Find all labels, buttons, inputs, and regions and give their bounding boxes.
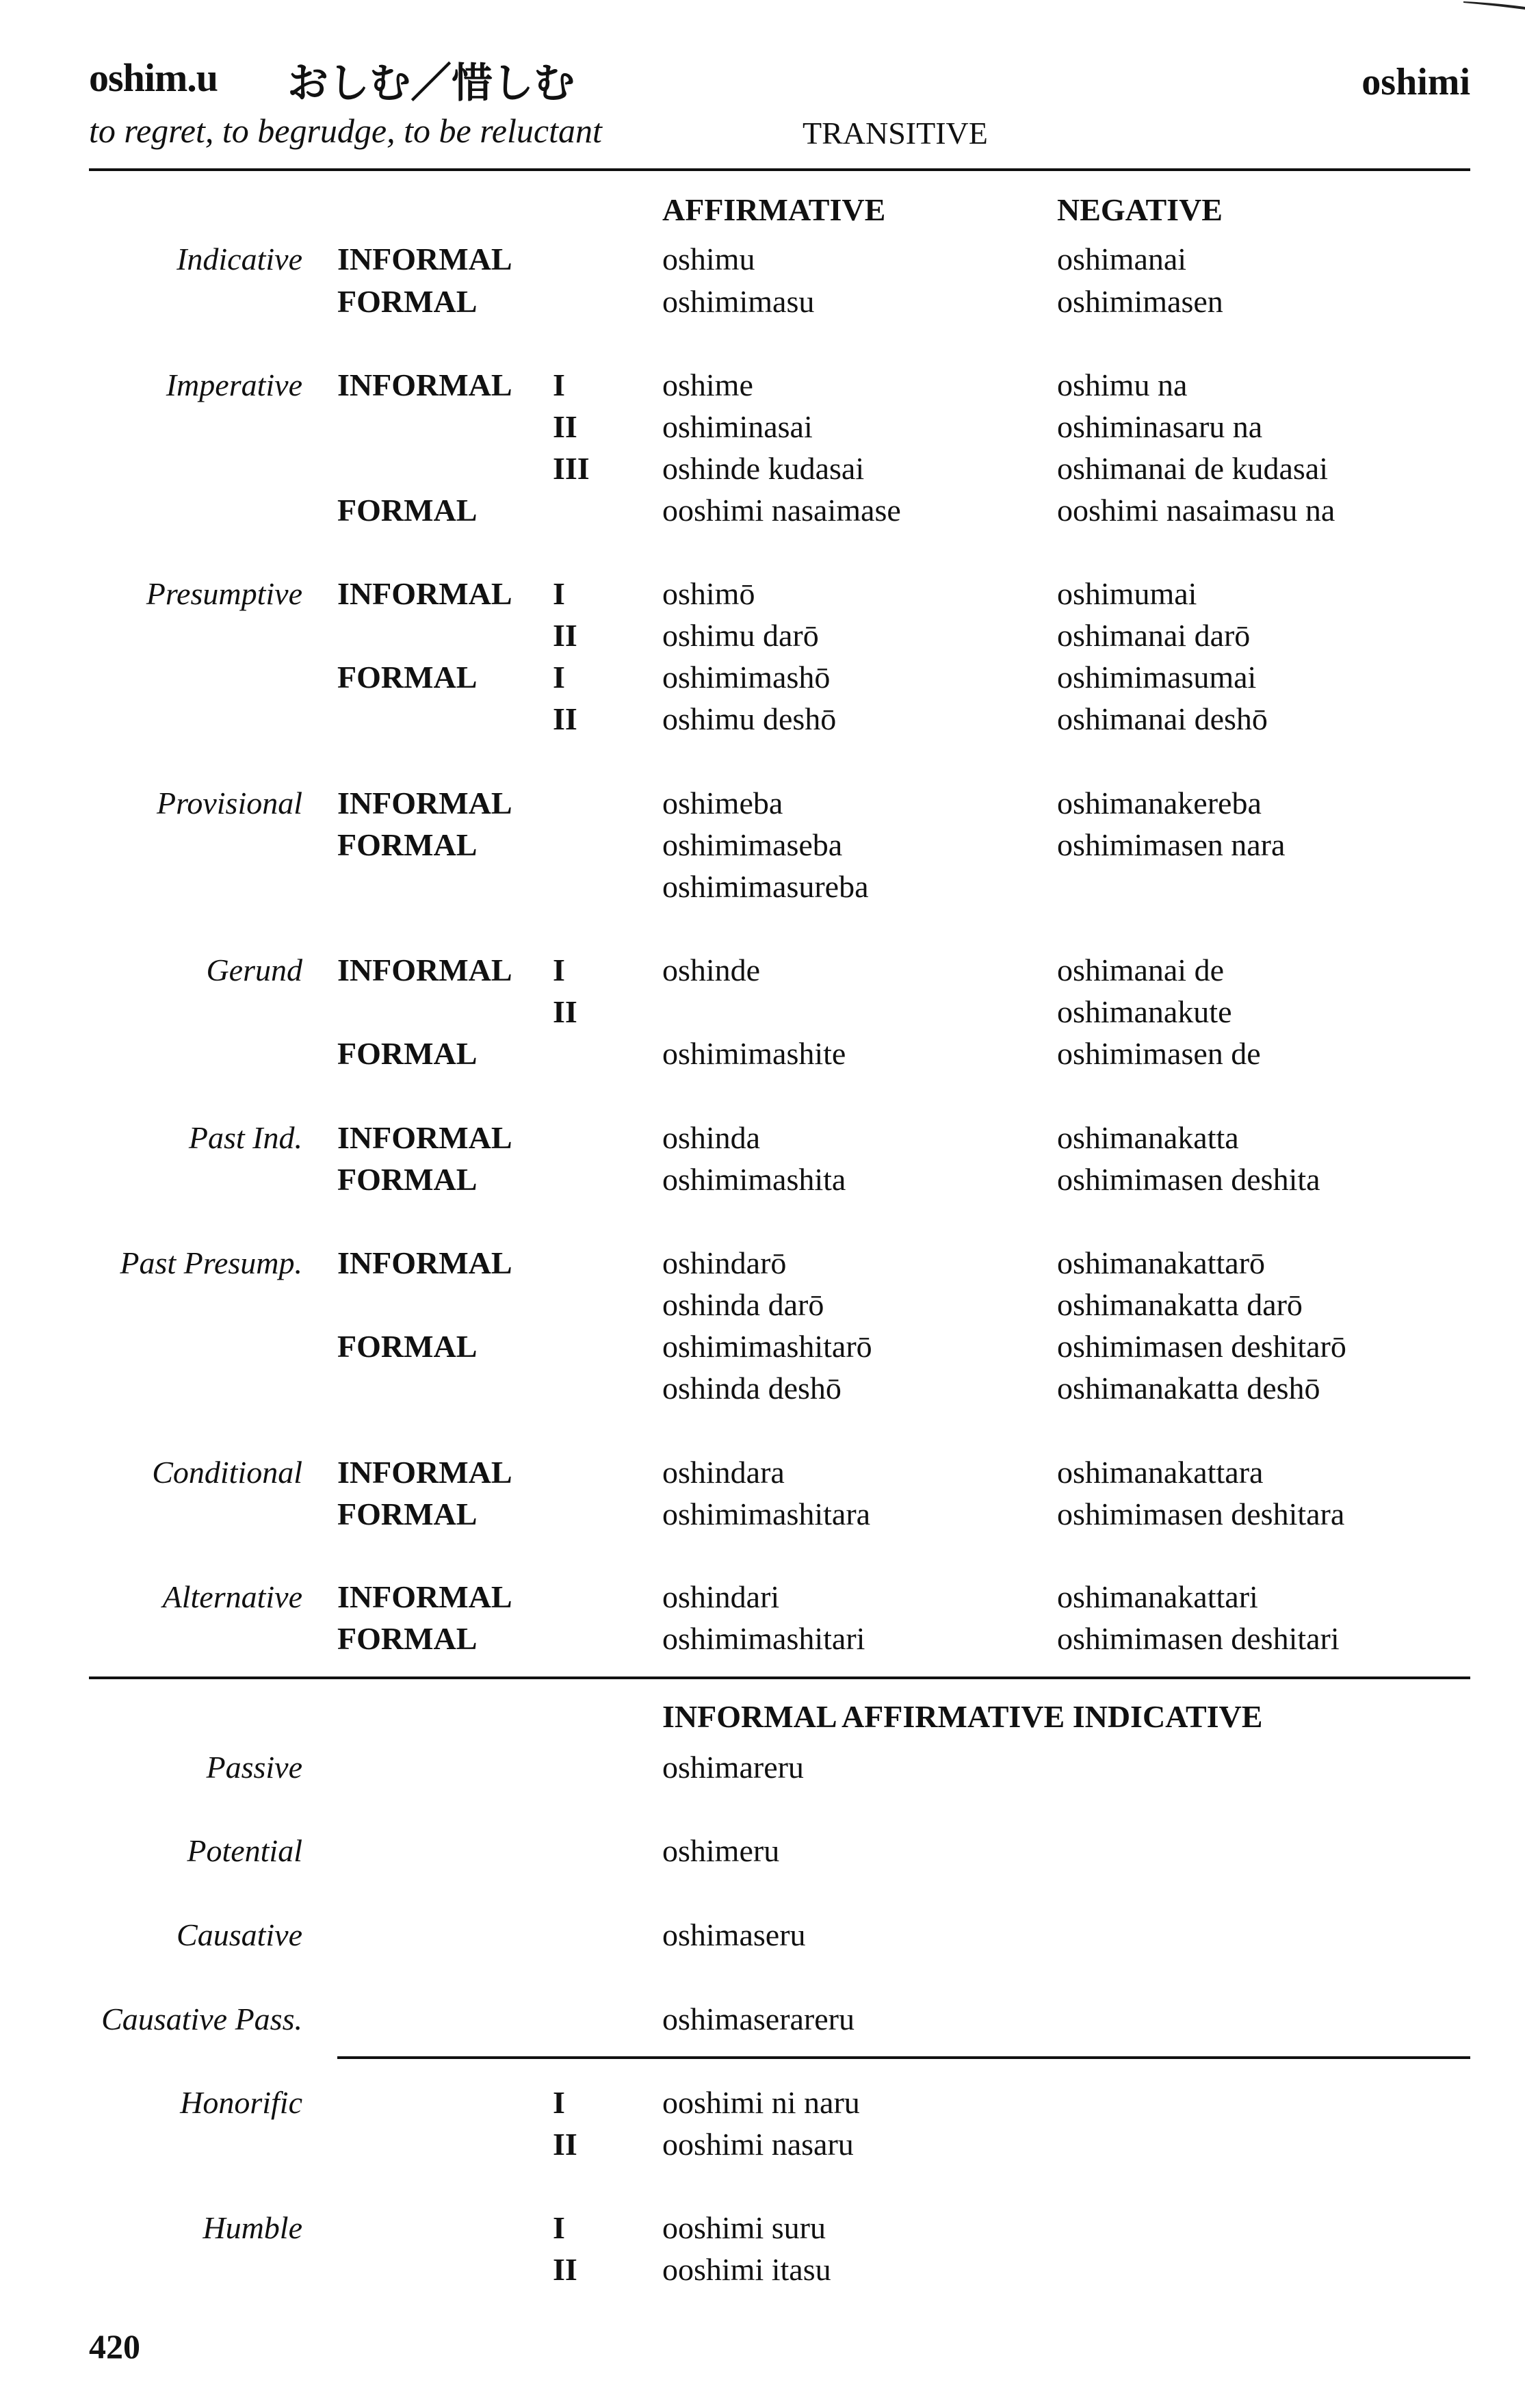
affirmative-form: oshiminasai (662, 409, 813, 444)
negative-form: oshimanakatta (1057, 1120, 1239, 1155)
affirmative-form: oshinda (662, 1120, 761, 1155)
affirmative-form: oshime (662, 367, 753, 402)
form-number: I (553, 660, 565, 695)
formality-label: INFORMAL (337, 367, 512, 402)
negative-form: oshimimasen deshita (1057, 1162, 1320, 1197)
formality-label: INFORMAL (337, 242, 512, 276)
affirmative-form: oshimimashitara (662, 1497, 871, 1531)
form-number: II (553, 701, 577, 736)
negative-form: oshimanakattari (1057, 1579, 1258, 1614)
negative-form: oshimanakute (1057, 994, 1232, 1029)
derived-label: Passive (206, 1750, 302, 1785)
derived-form: oshimareru (662, 1750, 804, 1785)
scan-edge-mark (1463, 0, 1525, 10)
negative-form: oshimu na (1057, 367, 1188, 402)
affirmative-form: oshimimashite (662, 1036, 846, 1071)
verb-meaning: to regret, to begrudge, to be reluctant (89, 112, 602, 150)
honorific-form: ooshimi nasaru (662, 2127, 854, 2162)
affirmative-form: oshinde kudasai (662, 451, 865, 486)
negative-form: oshimimasen deshitarō (1057, 1329, 1346, 1364)
affirmative-form: oshinda darō (662, 1287, 824, 1322)
affirmative-form: oshimimasureba (662, 869, 869, 904)
formality-label: FORMAL (337, 1621, 478, 1656)
negative-form: oshimimasen (1057, 284, 1223, 319)
form-number: II (553, 994, 577, 1029)
affirmative-form: oshimu darō (662, 618, 819, 653)
derived-form: oshimeru (662, 1833, 780, 1868)
negative-heading: NEGATIVE (1057, 192, 1223, 227)
mood-label: Past Ind. (188, 1120, 302, 1155)
formality-label: INFORMAL (337, 786, 512, 820)
honorific-form: ooshimi suru (662, 2210, 826, 2245)
formality-label: FORMAL (337, 284, 478, 319)
mood-label: Provisional (157, 786, 302, 820)
formality-label: INFORMAL (337, 953, 512, 987)
form-number: III (553, 451, 590, 486)
honorific-label: Humble (203, 2210, 302, 2245)
form-number: II (553, 2127, 577, 2162)
formality-label: INFORMAL (337, 1579, 512, 1614)
form-number: II (553, 618, 577, 653)
formality-label: INFORMAL (337, 1455, 512, 1490)
formality-label: FORMAL (337, 1329, 478, 1364)
transitivity-label: TRANSITIVE (803, 116, 988, 151)
derived-heading: INFORMAL AFFIRMATIVE INDICATIVE (662, 1699, 1263, 1734)
affirmative-form: oshimimaseba (662, 827, 843, 862)
form-number: I (553, 576, 565, 611)
negative-form: oshimimasen nara (1057, 827, 1286, 862)
formality-label: INFORMAL (337, 1245, 512, 1280)
form-number: I (553, 2210, 565, 2245)
derived-label: Potential (187, 1833, 302, 1868)
form-number: I (553, 2085, 565, 2120)
honorific-form: ooshimi itasu (662, 2252, 831, 2287)
derived-label: Causative (177, 1917, 302, 1952)
affirmative-form: oshimeba (662, 786, 783, 820)
derived-form: oshimaserareru (662, 2002, 855, 2036)
affirmative-form: oshimu deshō (662, 701, 837, 736)
honorific-form: ooshimi ni naru (662, 2085, 860, 2120)
negative-form: ooshimi nasaimasu na (1057, 493, 1335, 528)
derived-label: Causative Pass. (101, 2002, 302, 2036)
affirmative-form: oshimu (662, 242, 755, 276)
affirmative-form: oshinda deshō (662, 1371, 842, 1406)
mood-label: Past Presump. (120, 1245, 302, 1280)
honorific-rule (337, 2056, 1470, 2059)
affirmative-form: oshimimashō (662, 660, 831, 695)
affirmative-form: ooshimi nasaimase (662, 493, 901, 528)
verb-kana: おしむ／惜しむ (287, 60, 575, 107)
affirmative-heading: AFFIRMATIVE (662, 192, 886, 227)
section-rule (89, 1676, 1470, 1679)
formality-label: FORMAL (337, 493, 478, 528)
honorific-label: Honorific (180, 2085, 302, 2120)
formality-label: FORMAL (337, 1162, 478, 1197)
formality-label: FORMAL (337, 660, 478, 695)
running-head: oshimi (1361, 61, 1470, 103)
negative-form: oshimanakatta darō (1057, 1287, 1303, 1322)
negative-form: oshimanakereba (1057, 786, 1262, 820)
formality-label: FORMAL (337, 1036, 478, 1071)
mood-label: Indicative (177, 242, 302, 276)
mood-label: Alternative (162, 1579, 302, 1614)
affirmative-form: oshindarō (662, 1245, 787, 1280)
page-number: 420 (89, 2327, 140, 2366)
header-rule (89, 168, 1470, 171)
affirmative-form: oshimimashitari (662, 1621, 865, 1656)
mood-label: Conditional (152, 1455, 302, 1490)
negative-form: oshimanakattara (1057, 1455, 1264, 1490)
negative-form: oshimimasen deshitara (1057, 1497, 1345, 1531)
negative-form: oshimanakattarō (1057, 1245, 1266, 1280)
negative-form: oshimimasen de (1057, 1036, 1261, 1071)
mood-label: Presumptive (146, 576, 302, 611)
formality-label: FORMAL (337, 827, 478, 862)
negative-form: oshimanai de (1057, 953, 1224, 987)
negative-form: oshimanai darō (1057, 618, 1251, 653)
verb-stem: oshim.u (89, 55, 218, 100)
affirmative-form: oshindara (662, 1455, 785, 1490)
negative-form: oshiminasaru na (1057, 409, 1263, 444)
negative-form: oshimanakatta deshō (1057, 1371, 1320, 1406)
negative-form: oshimimasumai (1057, 660, 1257, 695)
affirmative-form: oshindari (662, 1579, 780, 1614)
form-number: II (553, 2252, 577, 2287)
formality-label: INFORMAL (337, 576, 512, 611)
affirmative-form: oshimimashitarō (662, 1329, 872, 1364)
form-number: I (553, 367, 565, 402)
negative-form: oshimumai (1057, 576, 1197, 611)
form-number: I (553, 953, 565, 987)
mood-label: Imperative (166, 367, 302, 402)
form-number: II (553, 409, 577, 444)
formality-label: FORMAL (337, 1497, 478, 1531)
negative-form: oshimimasen deshitari (1057, 1621, 1340, 1656)
mood-label: Gerund (206, 953, 302, 987)
affirmative-form: oshimimashita (662, 1162, 846, 1197)
derived-form: oshimaseru (662, 1917, 806, 1952)
negative-form: oshimanai de kudasai (1057, 451, 1329, 486)
formality-label: INFORMAL (337, 1120, 512, 1155)
affirmative-form: oshimimasu (662, 284, 815, 319)
negative-form: oshimanai deshō (1057, 701, 1268, 736)
affirmative-form: oshinde (662, 953, 761, 987)
affirmative-form: oshimō (662, 576, 755, 611)
negative-form: oshimanai (1057, 242, 1187, 276)
